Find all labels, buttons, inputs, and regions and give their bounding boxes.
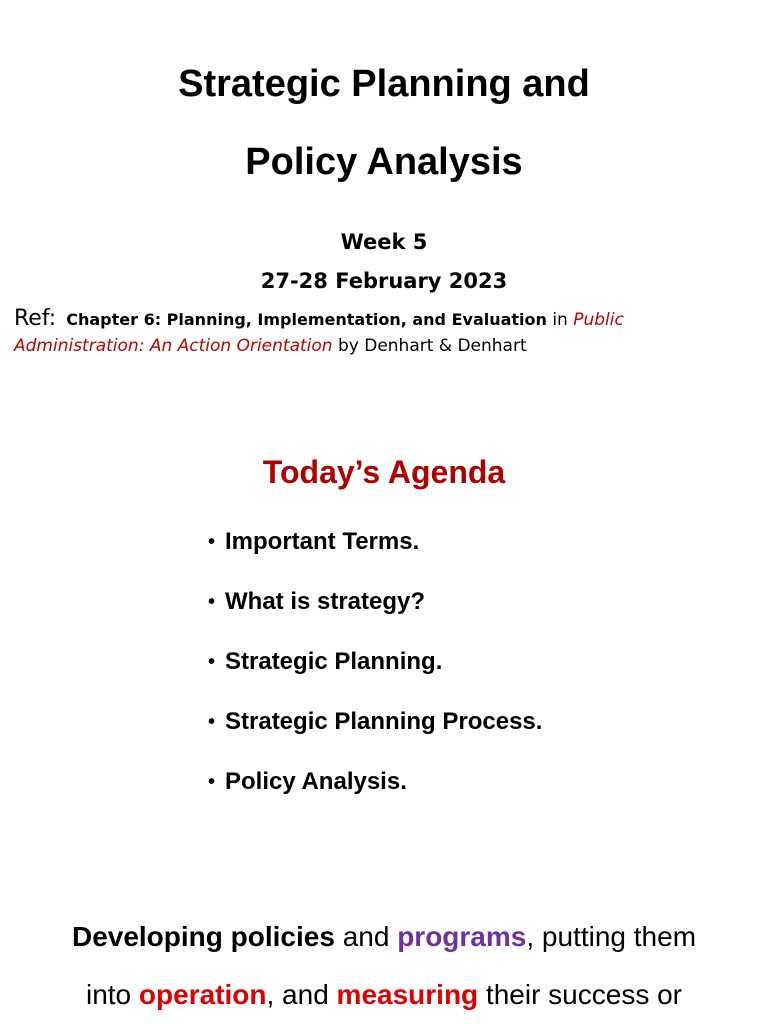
bullet-icon: • — [208, 711, 216, 733]
reference-book-title-part-2: Administration: An Action Orientation — [14, 336, 333, 356]
summary-and-2: , and — [266, 979, 337, 1010]
summary-putting-them: , putting them — [526, 921, 697, 952]
date-range: 27-28 February 2023 — [260, 269, 508, 293]
summary-measuring: measuring — [336, 979, 479, 1010]
agenda-item-text: Policy Analysis. — [225, 768, 407, 795]
reference-authors: by Denhart & Denhart — [337, 336, 527, 356]
summary-programs: programs — [397, 921, 527, 952]
reference-chapter: Chapter 6: Planning, Implementation, and Evaluation — [66, 310, 547, 329]
agenda-item — [208, 522, 542, 582]
agenda-item — [208, 642, 542, 702]
reference-book-title-part-1: Public — [573, 310, 624, 330]
reference-block — [14, 306, 754, 359]
agenda-item-text: What is strategy? — [225, 588, 426, 615]
agenda-item-text: Strategic Planning Process. — [225, 708, 543, 735]
agenda-item — [208, 762, 542, 822]
summary-text — [0, 908, 768, 1024]
agenda-heading: Today’s Agenda — [262, 454, 506, 490]
summary-and: and — [334, 921, 398, 952]
agenda-item — [208, 582, 542, 642]
bullet-icon: • — [208, 531, 216, 553]
bullet-icon: • — [208, 591, 216, 613]
page-title-line-2: Policy Analysis — [245, 141, 523, 183]
summary-into: into — [85, 979, 139, 1010]
summary-their-success: their success or — [478, 979, 683, 1010]
agenda-list — [208, 522, 542, 822]
reference-label: Ref: — [14, 306, 57, 331]
page-title-line-1: Strategic Planning and — [178, 63, 590, 105]
week-label: Week 5 — [340, 230, 428, 254]
bullet-icon: • — [208, 651, 216, 673]
reference-in-word: in — [552, 310, 568, 330]
agenda-item-text: Strategic Planning. — [225, 648, 443, 675]
agenda-item-text: Important Terms. — [225, 528, 420, 555]
agenda-item — [208, 702, 542, 762]
bullet-icon: • — [208, 771, 216, 793]
summary-operation: operation — [138, 979, 267, 1010]
summary-developing-policies: Developing policies — [71, 921, 335, 952]
